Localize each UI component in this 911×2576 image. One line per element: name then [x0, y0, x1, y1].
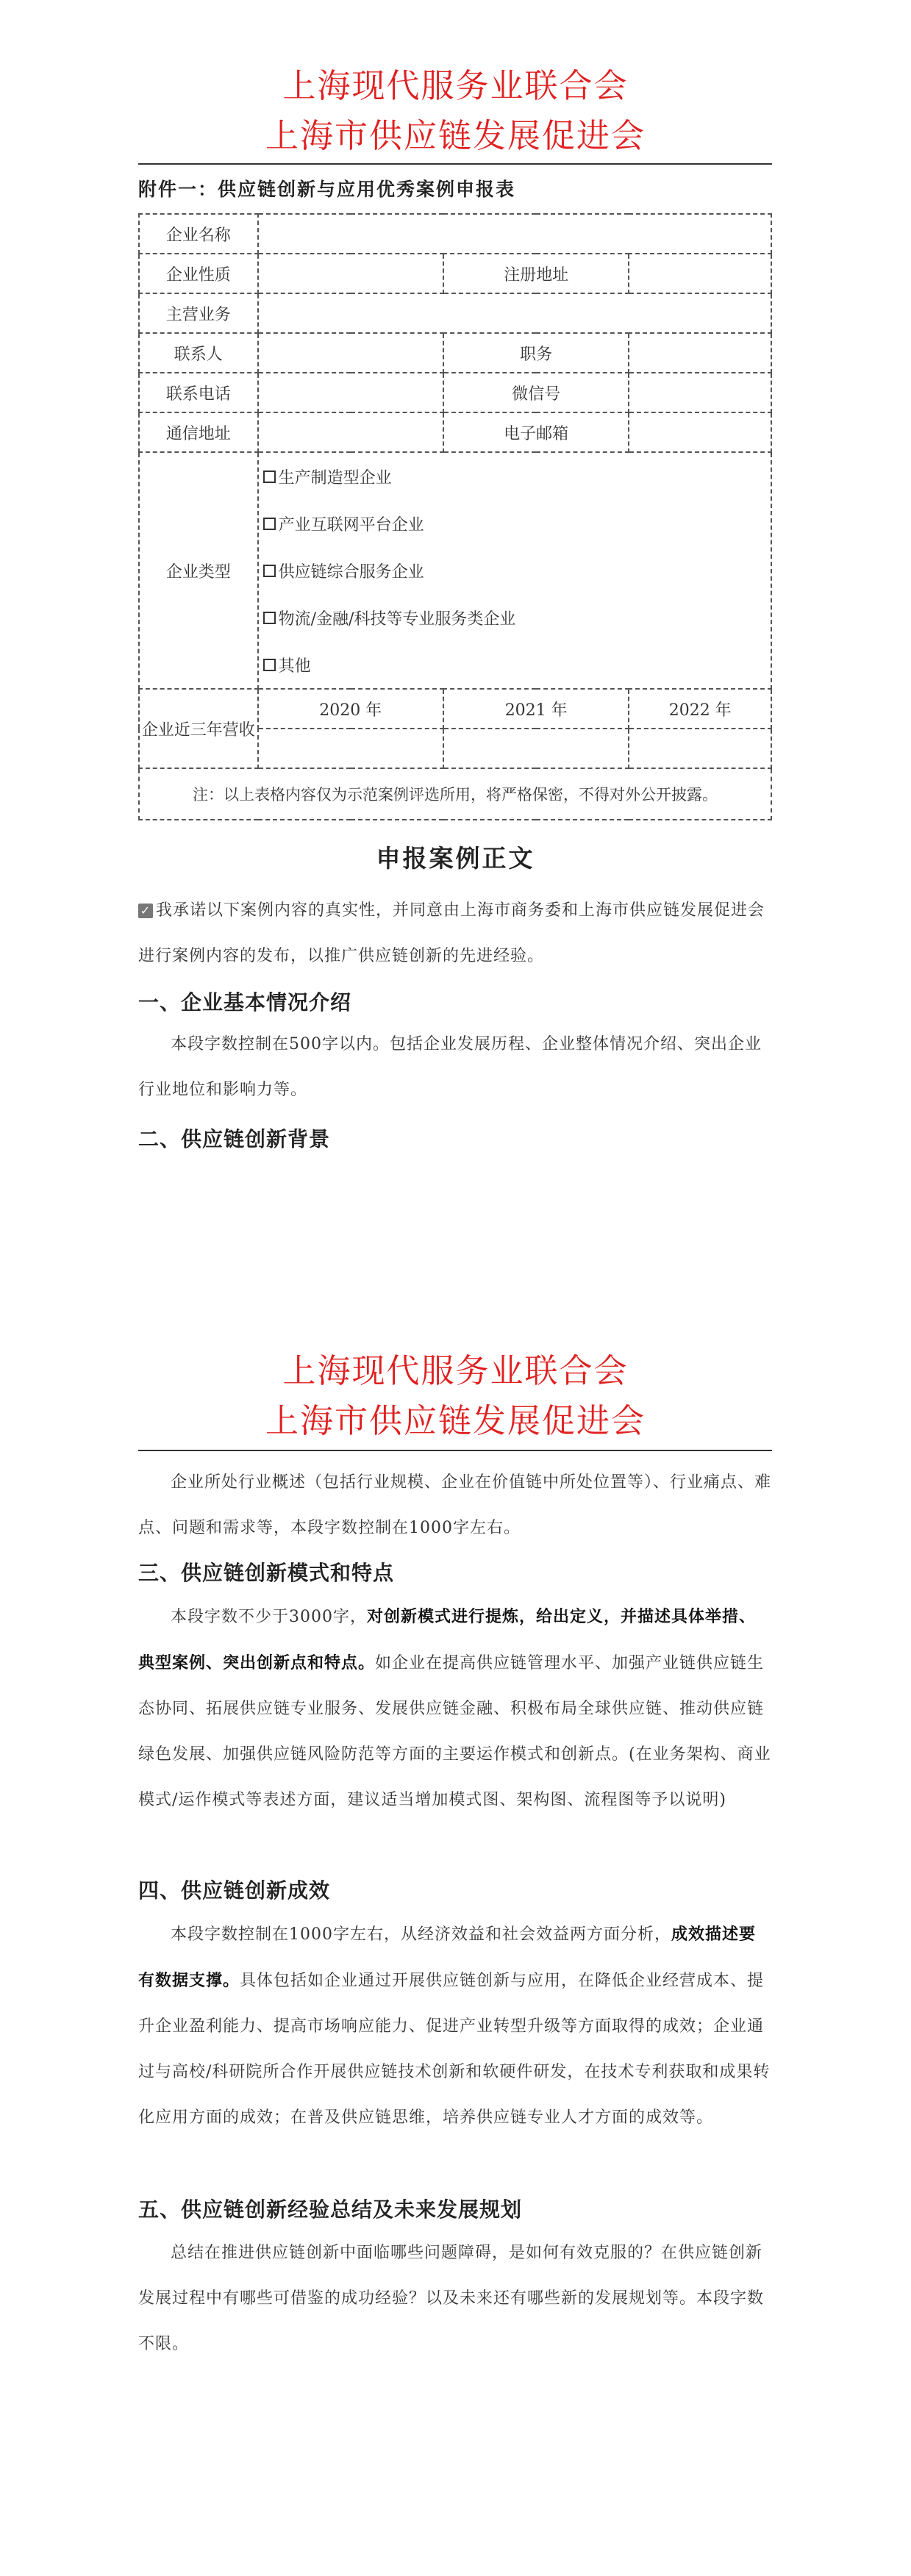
company-name-field[interactable]	[258, 214, 771, 254]
section-4-title: 四、供应链创新成效	[138, 1878, 331, 1903]
company-name-label: 企业名称	[139, 214, 258, 254]
company-type-label: 企业类型	[139, 452, 258, 689]
section-2-title: 二、供应链创新背景	[138, 1127, 331, 1151]
reg-address-label: 注册地址	[443, 254, 629, 293]
wechat-label: 微信号	[443, 373, 629, 412]
company-type-option[interactable]: 物流/金融/科技等专业服务类企业	[263, 594, 771, 641]
contact-phone-field[interactable]	[258, 373, 443, 412]
header-line-2: 上海市供应链发展促进会	[265, 116, 646, 155]
company-type-option[interactable]: 其他	[263, 641, 771, 688]
revenue-2020-field[interactable]	[258, 729, 443, 768]
header-line-2: 上海市供应链发展促进会	[265, 1401, 646, 1440]
header-divider	[138, 1450, 772, 1451]
header-divider	[138, 163, 772, 165]
section-title: 申报案例正文	[376, 844, 535, 873]
mail-address-label: 通信地址	[139, 412, 258, 452]
checkbox-icon[interactable]	[263, 565, 276, 577]
contact-phone-label: 联系电话	[139, 373, 258, 412]
header-line-1: 上海现代服务业联合会	[282, 66, 629, 105]
main-business-label: 主营业务	[139, 293, 258, 333]
year-2022-header: 2022 年	[629, 689, 771, 729]
company-type-option[interactable]: 产业互联网平台企业	[263, 500, 771, 547]
form-title: 附件一：供应链创新与应用优秀案例申报表	[138, 179, 516, 200]
checkbox-icon[interactable]	[263, 659, 276, 671]
page-2	[0, 1288, 911, 2576]
position-field[interactable]	[629, 333, 771, 373]
checkbox-icon[interactable]	[263, 612, 276, 624]
commitment-paragraph: ✓ 我承诺以下案例内容的真实性，并同意由上海市商务委和上海市供应链发展促进会进行案例内容的发布，以推广供应链创新的先进经验。	[138, 901, 765, 965]
section-1-text: 本段字数控制在500字以内。包括企业发展历程、企业整体情况介绍、突出企业行业地位和影响力等。	[138, 1035, 762, 1099]
reg-address-field[interactable]	[629, 254, 771, 293]
main-business-field[interactable]	[258, 293, 771, 333]
form-note: 注：以上表格内容仅为示范案例评选所用，将严格保密，不得对外公开披露。	[139, 768, 771, 820]
company-nature-field[interactable]	[258, 254, 443, 293]
checkbox-icon[interactable]	[263, 471, 276, 483]
section-1-title: 一、企业基本情况介绍	[138, 990, 352, 1015]
year-2021-header: 2021 年	[443, 689, 629, 729]
section-4-text: 本段字数控制在1000字左右，从经济效益和社会效益两方面分析，成效描述要有数据支撑。具体包括如企业通过开展供应链创新与应用，在降低企业经营成本、提升企业盈利能力、提高市场响应能力、促进产业转型升级等方面取得的成效；企业通过与高校/科研院所合作开展供应链技术创新和软硬件研发，在技术专利获取和成果转化应用方面的成效；在普及供应链思维，培养供应链专业人才方面的成效等。	[138, 1925, 771, 2127]
company-nature-label: 企业性质	[139, 254, 258, 293]
section-3-text: 本段字数不少于3000字，对创新模式进行提炼，给出定义，并描述具体举措、典型案例、突出创新点和特点。如企业在提高供应链管理水平、加强产业链供应链生态协同、拓展供应链专业服务、发展供应链金融、积极布局全球供应链、推动供应链绿色发展、加强供应链风险防范等方面的主要运作模式和创新点。(在业务架构、商业模式/运作模式等表述方面，建议适当增加模式图、架构图、流程图等予以说明)	[138, 1607, 771, 1809]
position-label: 职务	[443, 333, 629, 373]
section-5-title: 五、供应链创新经验总结及未来发展规划	[138, 2197, 523, 2222]
company-type-options	[258, 452, 771, 689]
section-5-text: 总结在推进供应链创新中面临哪些问题障碍，是如何有效克服的？在供应链创新发展过程中有哪些可借鉴的成功经验？以及未来还有哪些新的发展规划等。本段字数不限。	[138, 2244, 765, 2353]
revenue-2022-field[interactable]	[629, 729, 771, 768]
header-line-1: 上海现代服务业联合会	[282, 1351, 629, 1390]
email-field[interactable]	[629, 412, 771, 452]
mail-address-field[interactable]	[258, 412, 443, 452]
application-form-table	[138, 213, 772, 820]
company-type-option[interactable]: 供应链综合服务企业	[263, 547, 771, 594]
company-type-option[interactable]: 生产制造型企业	[263, 453, 771, 500]
section-3-title: 三、供应链创新模式和特点	[138, 1561, 395, 1585]
checked-checkbox-icon[interactable]: ✓	[138, 904, 153, 918]
year-2020-header: 2020 年	[258, 689, 443, 729]
section-2-text: 企业所处行业概述（包括行业规模、企业在价值链中所处位置等）、行业痛点、难点、问题和需求等，本段字数控制在1000字左右。	[138, 1473, 772, 1537]
revenue-label: 企业近三年营收	[139, 689, 258, 768]
wechat-field[interactable]	[629, 373, 771, 412]
contact-person-field[interactable]	[258, 333, 443, 373]
checkbox-icon[interactable]	[263, 518, 276, 530]
email-label: 电子邮箱	[443, 412, 629, 452]
revenue-2021-field[interactable]	[443, 729, 629, 768]
contact-person-label: 联系人	[139, 333, 258, 373]
